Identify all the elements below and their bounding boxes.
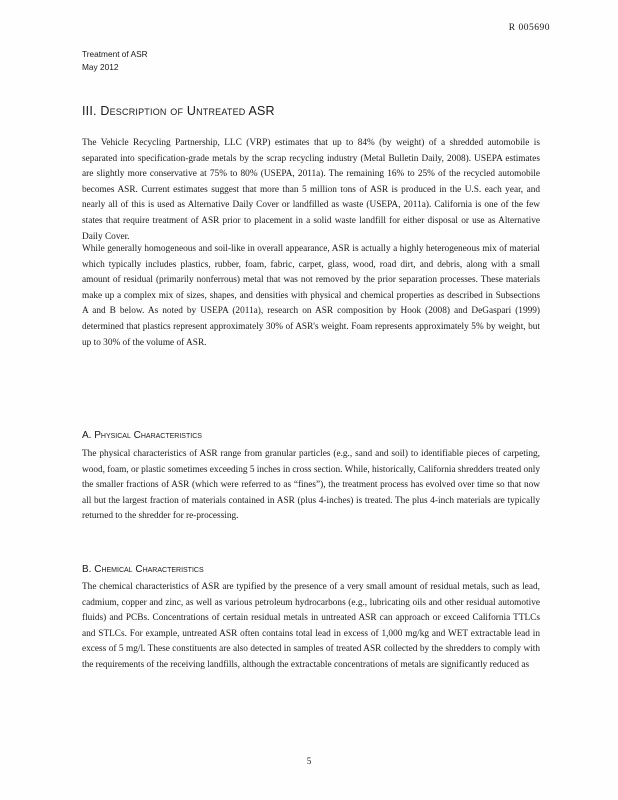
running-head (82, 48, 148, 74)
running-head-date: May 2012 (82, 62, 119, 72)
section-title: III. Description of Untreated ASR (82, 104, 275, 118)
page-number: 5 (306, 756, 312, 766)
bates-number: R 005690 (508, 23, 550, 33)
paragraph-intro: The Vehicle Recycling Partnership, LLC (VRP) estimates that up to 84% (by weight) of a shredded automobile is separated into specification-grade metals by the scrap recycling industry (Metal Bulletin Daily, 2008). USEPA estimates are slightly more conservative at 75% to 80% (USEPA, 2011a). The remaining 16% to 25% of the recycled automobile becomes ASR. Current estimates suggest that more than 5 million tons of ASR is produced in the U.S. each year, and nearly all of this is used as Alternative Daily Cover or landfilled as waste (USEPA, 2011a). California is one of the few states that require treatment of ASR prior to placement in a solid waste landfill for either disposal or use as Alternative Daily Cover. (82, 138, 540, 242)
paragraph-composition: While generally homogeneous and soil-like in overall appearance, ASR is actually a highly heterogeneous mix of material which typically includes plastics, rubber, foam, fabric, carpet, glass, wood, road dirt, and debris, along with a small amount of residual (primarily nonferrous) metal that was not removed by the prior separation processes. These materials make up a complex mix of sizes, shapes, and densities with physical and chemical properties as described in Subsections A and B below. As noted by USEPA (2011a), research on ASR composition by Hook (2008) and DeGaspari (1999) determined that plastics represent approximately 30% of ASR's weight. Foam represents approximately 5% by weight, but up to 30% of the volume of ASR. (82, 244, 540, 348)
subsection-chemical-heading: B. Chemical Characteristics (82, 564, 204, 575)
paragraph-physical: The physical characteristics of ASR range from granular particles (e.g., sand and soil) to identifiable pieces of carpeting, wood, foam, or plastic sometimes exceeding 5 inches in cross section. While, historically, California shredders treated only the smaller fractions of ASR (which were referred to as “fines”), the treatment process has evolved over time so that now all but the largest fraction of materials contained in ASR (plus 4-inches) is treated. The plus 4-inch materials are typically returned to the shredder for re-processing. (82, 449, 541, 522)
paragraph-chemical: The chemical characteristics of ASR are typified by the presence of a very small amount of residual metals, such as lead, cadmium, copper and zinc, as well as various petroleum hydrocarbons (e.g., lubricating oils and other residual automotive fluids) and PCBs. Concentrations of certain residual metals in untreated ASR can approach or exceed California TTLCs and STLCs. For example, untreated ASR often contains total lead in excess of 1,000 mg/kg and WET extractable lead in excess of 5 mg/l. These constituents are also detected in samples of treated ASR collected by the shredders to comply with the requirements of the receiving landfills, although the extractable concentrations of metals are significantly reduced as (82, 582, 540, 670)
subsection-physical-heading: A. Physical Characteristics (82, 430, 202, 441)
running-head-title: Treatment of ASR (82, 49, 148, 59)
